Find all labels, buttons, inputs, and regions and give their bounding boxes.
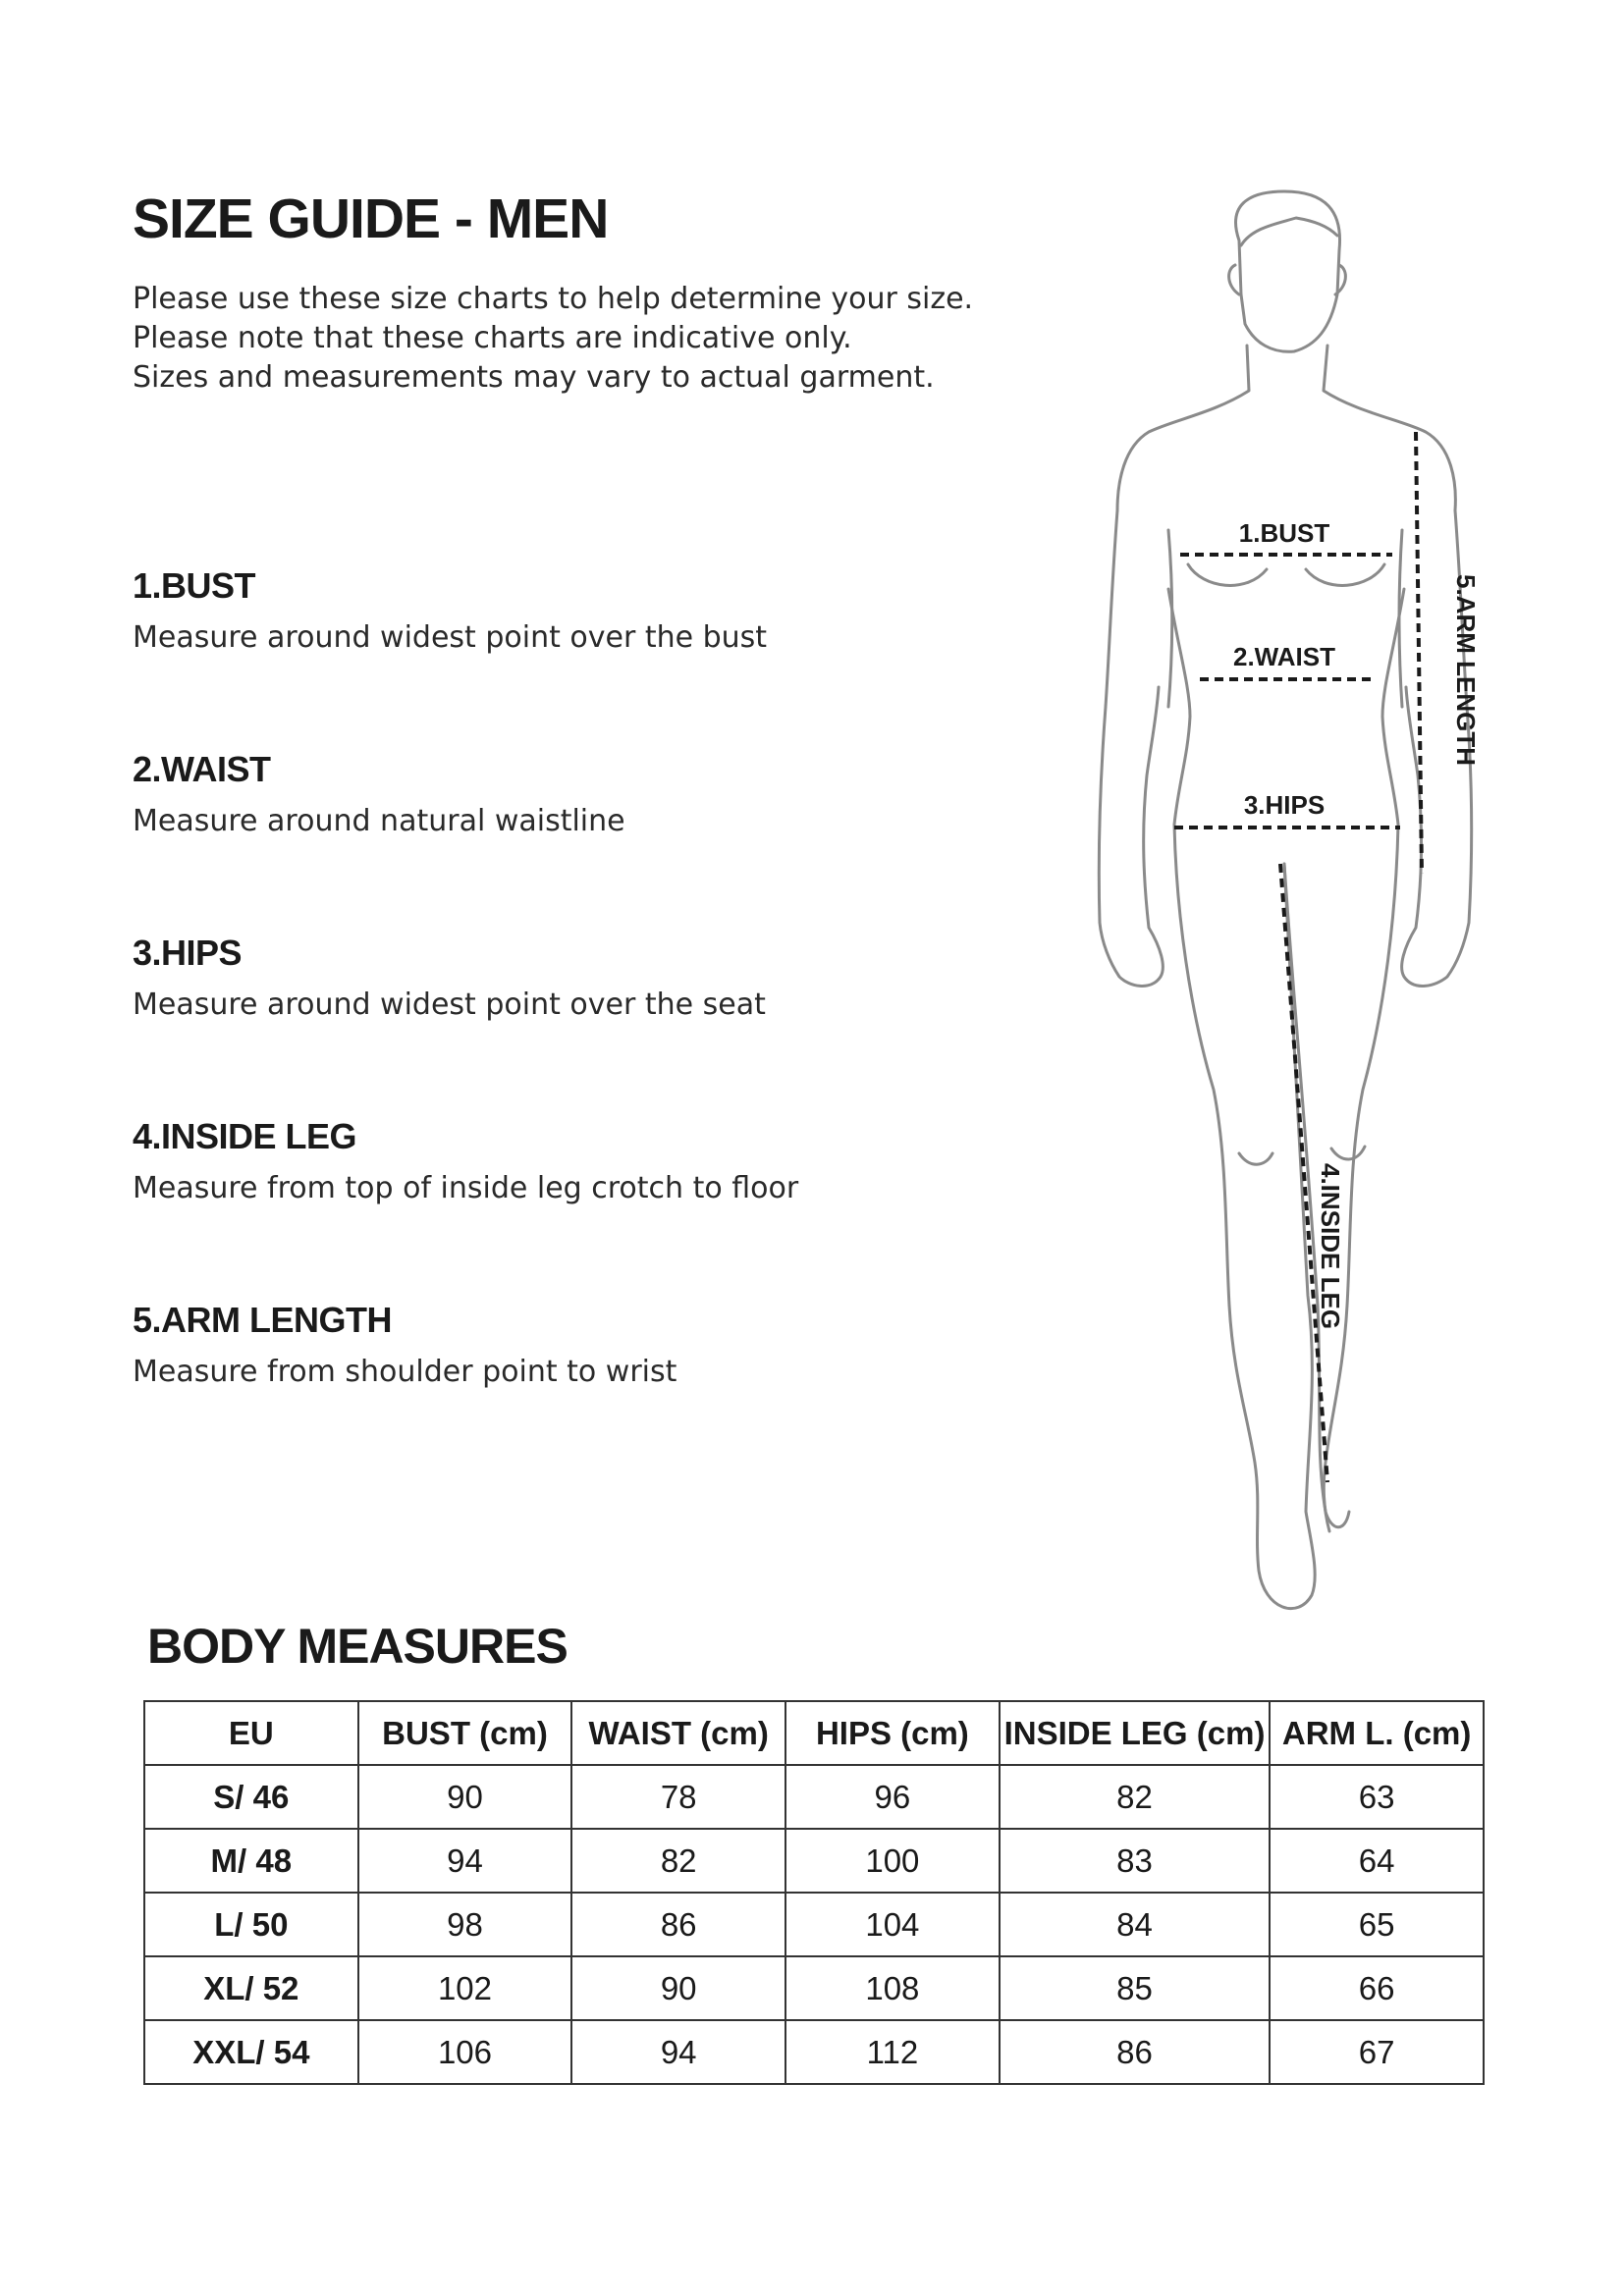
page-title: SIZE GUIDE - MEN [133,187,609,250]
intro-text [133,280,973,398]
measure-description: Measure around natural waistline [133,804,625,838]
right-pectoral-outline [1306,564,1384,585]
table-cell: 84 [1000,1893,1271,1956]
measurement-instructions [133,565,1016,1483]
measure-heading: 1.BUST [133,565,256,606]
size-cell: S/ 46 [144,1765,358,1829]
left-armpit-outline [1168,530,1172,707]
table-cell: 90 [358,1765,572,1829]
left-arm-outline [1099,510,1163,986]
left-pectoral-outline [1188,564,1267,585]
column-header: ARM L. (cm) [1270,1701,1484,1765]
measure-waist [133,749,1016,933]
measure-arm-length [133,1300,1016,1483]
table-header-row [144,1701,1484,1765]
table-row [144,1956,1484,2020]
table-row [144,1765,1484,1829]
head-outline [1236,191,1340,351]
measure-description: Measure around widest point over the bust [133,620,768,655]
size-table [143,1700,1485,2085]
measure-description: Measure from top of inside leg crotch to floor [133,1171,799,1205]
table-cell: 106 [358,2020,572,2084]
table-cell: 64 [1270,1829,1484,1893]
right-knee-outline [1331,1147,1365,1159]
ear-outline [1229,265,1239,294]
measure-heading: 4.INSIDE LEG [133,1116,357,1156]
size-cell: L/ 50 [144,1893,358,1956]
right-shoulder-outline [1324,346,1455,510]
hips-label: 3.HIPS [1243,790,1326,820]
table-cell: 82 [1000,1765,1271,1829]
body-measures-title: BODY MEASURES [147,1619,568,1674]
arm-length-measure-line [1416,432,1422,874]
arm-length-label: 5.ARM LENGTH [1451,574,1481,766]
body-figure [1070,177,1502,1639]
table-cell: 102 [358,1956,572,2020]
table-cell: 100 [785,1829,1000,1893]
measure-bust [133,565,1016,749]
intro-line: Please use these size charts to help determine your size. [133,282,974,316]
left-leg-outline [1174,825,1315,1609]
table-cell: 78 [571,1765,785,1829]
left-knee-outline [1239,1153,1272,1164]
table-cell: 65 [1270,1893,1484,1956]
table-cell: 67 [1270,2020,1484,2084]
measurement-lines [1174,432,1422,1482]
waist-label: 2.WAIST [1232,642,1336,671]
measure-heading: 2.WAIST [133,749,271,789]
table-cell: 94 [358,1829,572,1893]
size-cell: M/ 48 [144,1829,358,1893]
inside-leg-label: 4.INSIDE LEG [1316,1163,1345,1330]
intro-line: Sizes and measurements may vary to actual garment. [133,360,935,395]
table-cell: 108 [785,1956,1000,2020]
table-cell: 83 [1000,1829,1271,1893]
table-cell: 96 [785,1765,1000,1829]
measure-inside-leg [133,1116,1016,1300]
intro-line: Please note that these charts are indicative only. [133,321,852,355]
bust-label: 1.BUST [1238,518,1330,548]
measure-description: Measure from shoulder point to wrist [133,1355,677,1389]
table-cell: 94 [571,2020,785,2084]
table-cell: 112 [785,2020,1000,2084]
column-header: INSIDE LEG (cm) [1000,1701,1271,1765]
body-outline [1099,191,1472,1609]
body-figure-illustration [1070,177,1502,1639]
size-cell: XL/ 52 [144,1956,358,2020]
measure-hips [133,933,1016,1116]
measure-description: Measure around widest point over the seat [133,988,766,1022]
size-cell: XXL/ 54 [144,2020,358,2084]
table-cell: 82 [571,1829,785,1893]
table-row [144,1829,1484,1893]
table-cell: 66 [1270,1956,1484,2020]
hair-outline [1241,218,1337,245]
column-header: WAIST (cm) [571,1701,785,1765]
table-cell: 86 [571,1893,785,1956]
measure-heading: 3.HIPS [133,933,243,973]
table-cell: 86 [1000,2020,1271,2084]
table-row [144,2020,1484,2084]
left-shoulder-outline [1117,346,1249,510]
measure-heading: 5.ARM LENGTH [133,1300,392,1340]
table-cell: 90 [571,1956,785,2020]
table-cell: 63 [1270,1765,1484,1829]
table-cell: 98 [358,1893,572,1956]
column-header: HIPS (cm) [785,1701,1000,1765]
column-header: EU [144,1701,358,1765]
table-cell: 104 [785,1893,1000,1956]
table-row [144,1893,1484,1956]
column-header: BUST (cm) [358,1701,572,1765]
table-cell: 85 [1000,1956,1271,2020]
